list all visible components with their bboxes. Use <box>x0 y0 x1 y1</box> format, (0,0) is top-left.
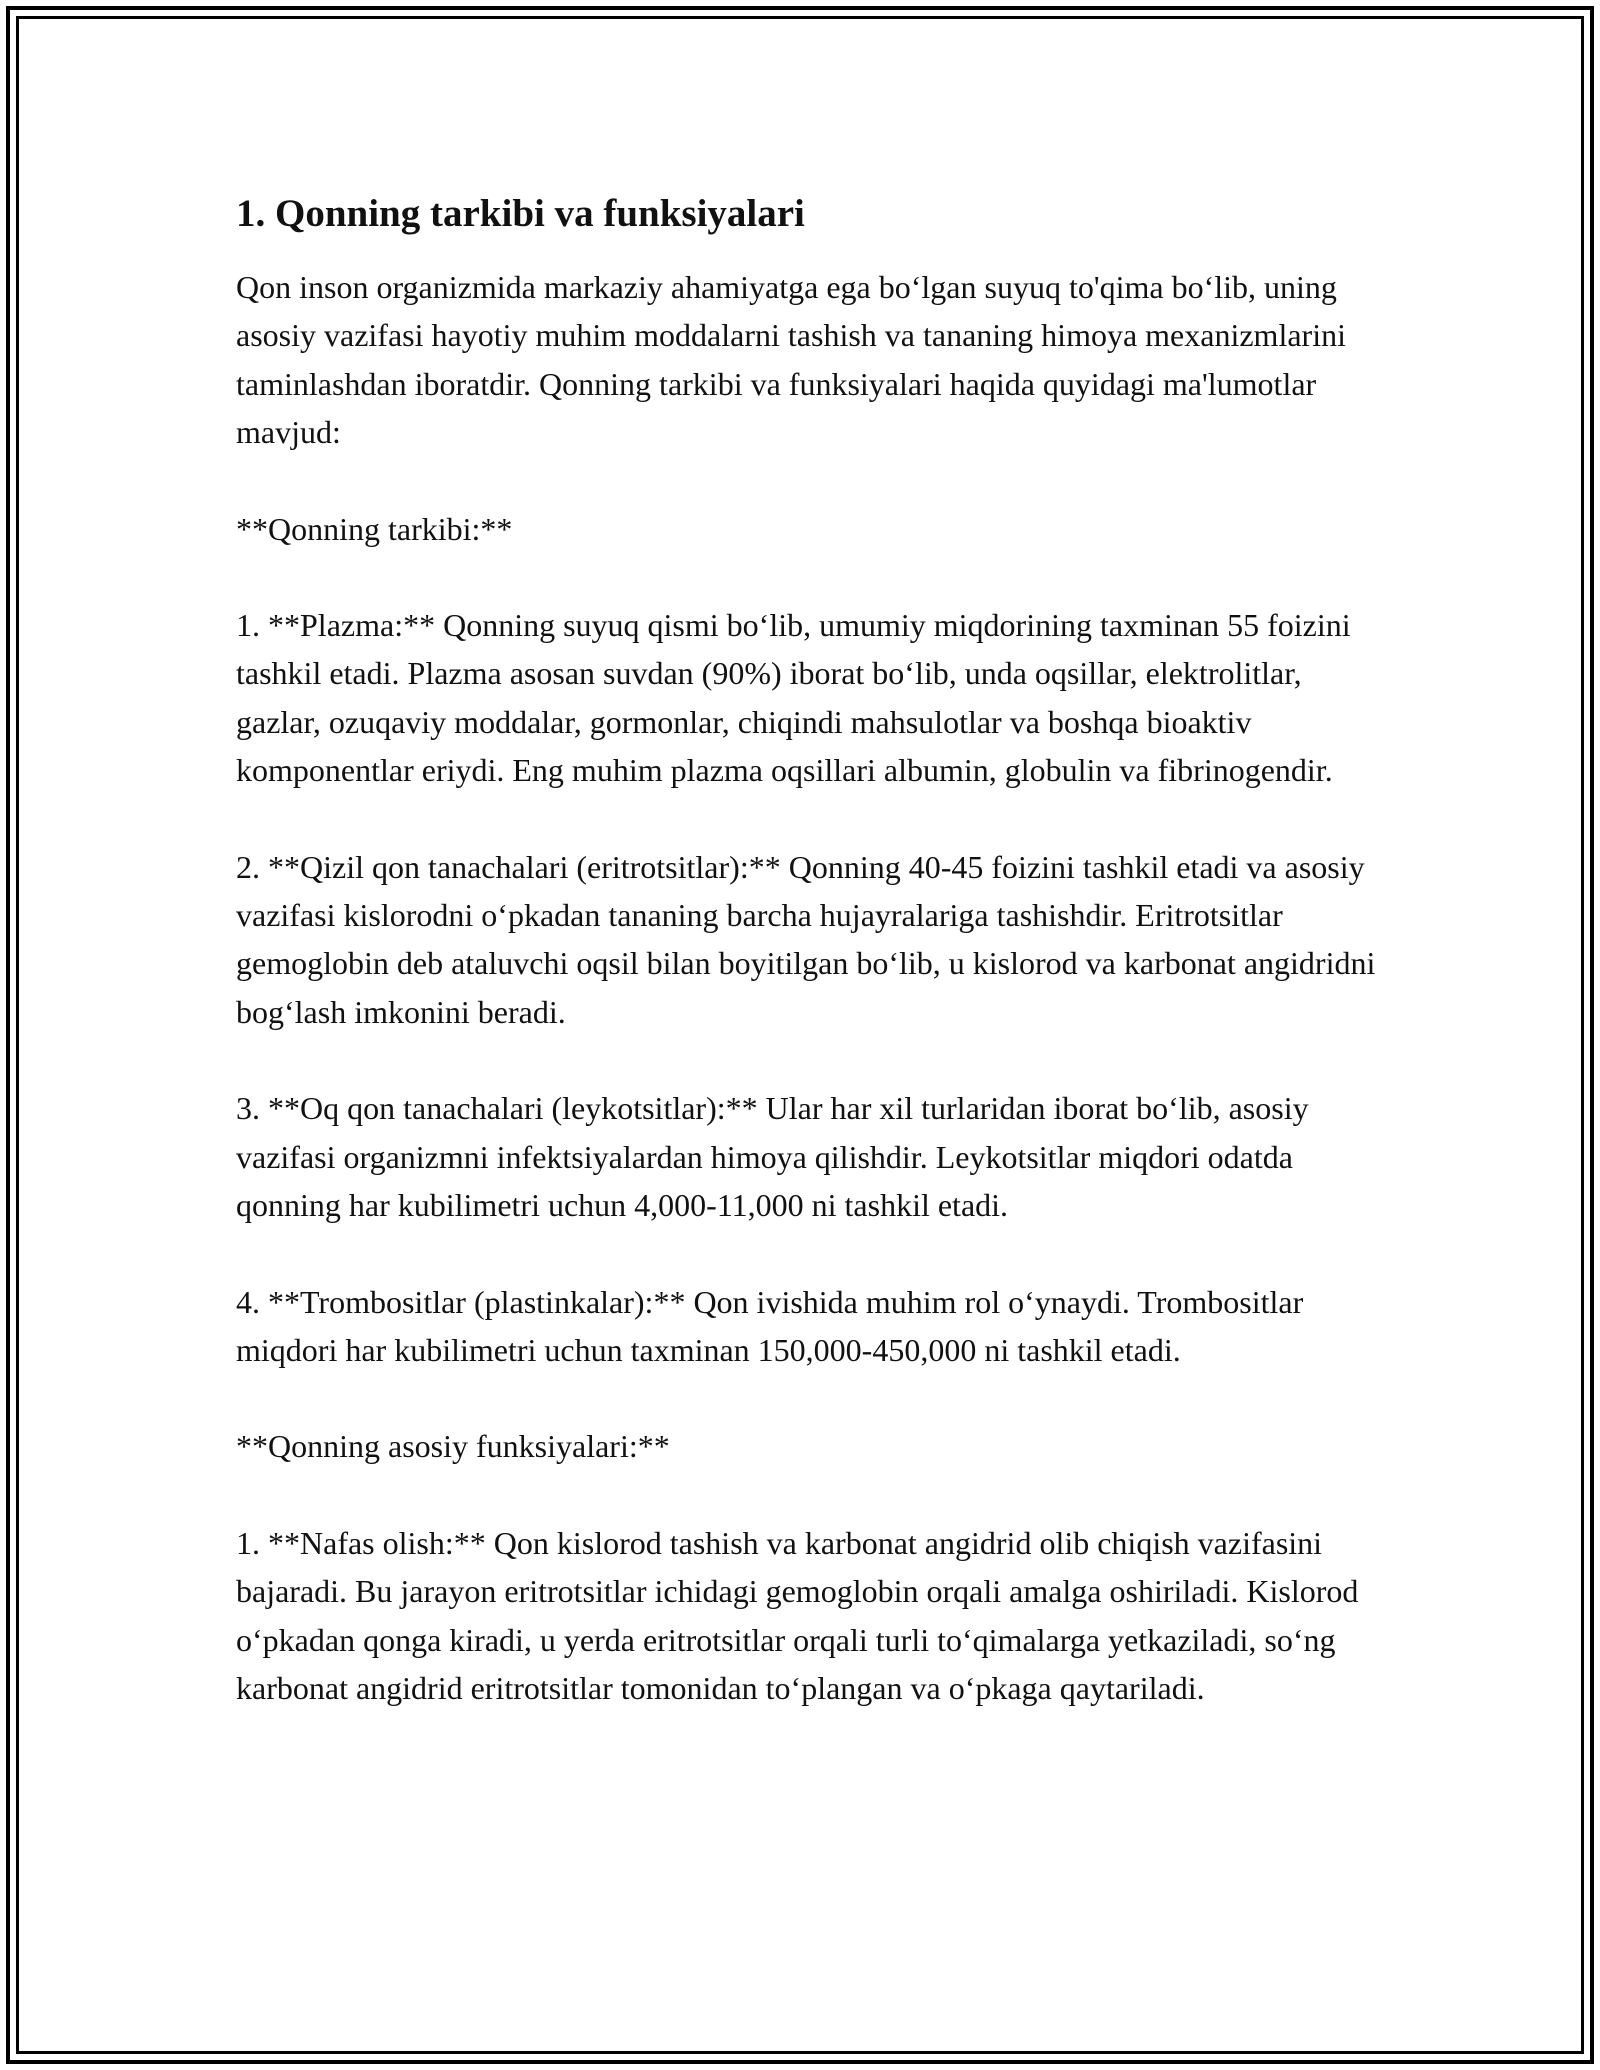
leukocytes-paragraph: 3. **Oq qon tanachalari (leykotsitlar):** Ular har xil turlaridan iborat bo‘lib, asosiy vazifasi organizmni infektsiyalardan himoya qilishdir. Leykotsitlar miqdori odatda qonning har kubilimetri uchun 4,000-11,000 ni tashkil etadi. <box>236 1090 1309 1224</box>
section-heading: 1. Qonning tarkibi va funksiyalari <box>236 192 805 235</box>
functions-subheading: **Qonning asosiy funksiyalari:** <box>236 1428 670 1465</box>
document-body <box>236 186 1386 1712</box>
plasma-paragraph: 1. **Plazma:** Qonning suyuq qismi bo‘lib, umumiy miqdorining taxminan 55 foizini tashkil etadi. Plazma asosan suvdan (90%) iborat bo‘lib, unda oqsillar, elektrolitlar, gazlar, ozuqaviy moddalar, gormonlar, chiqindi mahsulotlar va boshqa bioaktiv komponentlar eriydi. Eng muhim plazma oqsillari albumin, globulin va fibrinogendir. <box>236 607 1351 789</box>
intro-paragraph: Qon inson organizmida markaziy ahamiyatga ega bo‘lgan suyuq to'qima bo‘lib, uning asosiy vazifasi hayotiy muhim moddalarni tashish va tananing himoya mexanizmlarini taminlashdan iboratdir. Qonning tarkibi va funksiyalari haqida quyidagi ma'lumotlar mavjud: <box>236 269 1346 451</box>
thrombocytes-paragraph: 4. **Trombositlar (plastinkalar):** Qon ivishida muhim rol o‘ynaydi. Trombositlar miqdori har kubilimetri uchun taxminan 150,000-450,000 ni tashkil etadi. <box>236 1283 1304 1368</box>
erythrocytes-paragraph: 2. **Qizil qon tanachalari (eritrotsitlar):** Qonning 40-45 foizini tashkil etadi va asosiy vazifasi kislorodni o‘pkadan tananing barcha hujayralariga tashishdir. Eritrotsitlar gemoglobin deb ataluvchi oqsil bilan boyitilgan bo‘lib, u kislorod va karbonat angidridni bog‘lash imkonini beradi. <box>236 848 1376 1030</box>
composition-subheading: **Qonning tarkibi:** <box>236 510 513 547</box>
respiration-paragraph: 1. **Nafas olish:** Qon kislorod tashish va karbonat angidrid olib chiqish vazifasini bajaradi. Bu jarayon eritrotsitlar ichidagi gemoglobin orqali amalga oshiriladi. Kislorod o‘pkadan qonga kiradi, u yerda eritrotsitlar orqali turli to‘qimalarga yetkaziladi, so‘ng karbonat angidrid eritrotsitlar tomonidan to‘plangan va o‘pkaga qaytariladi. <box>236 1524 1359 1706</box>
